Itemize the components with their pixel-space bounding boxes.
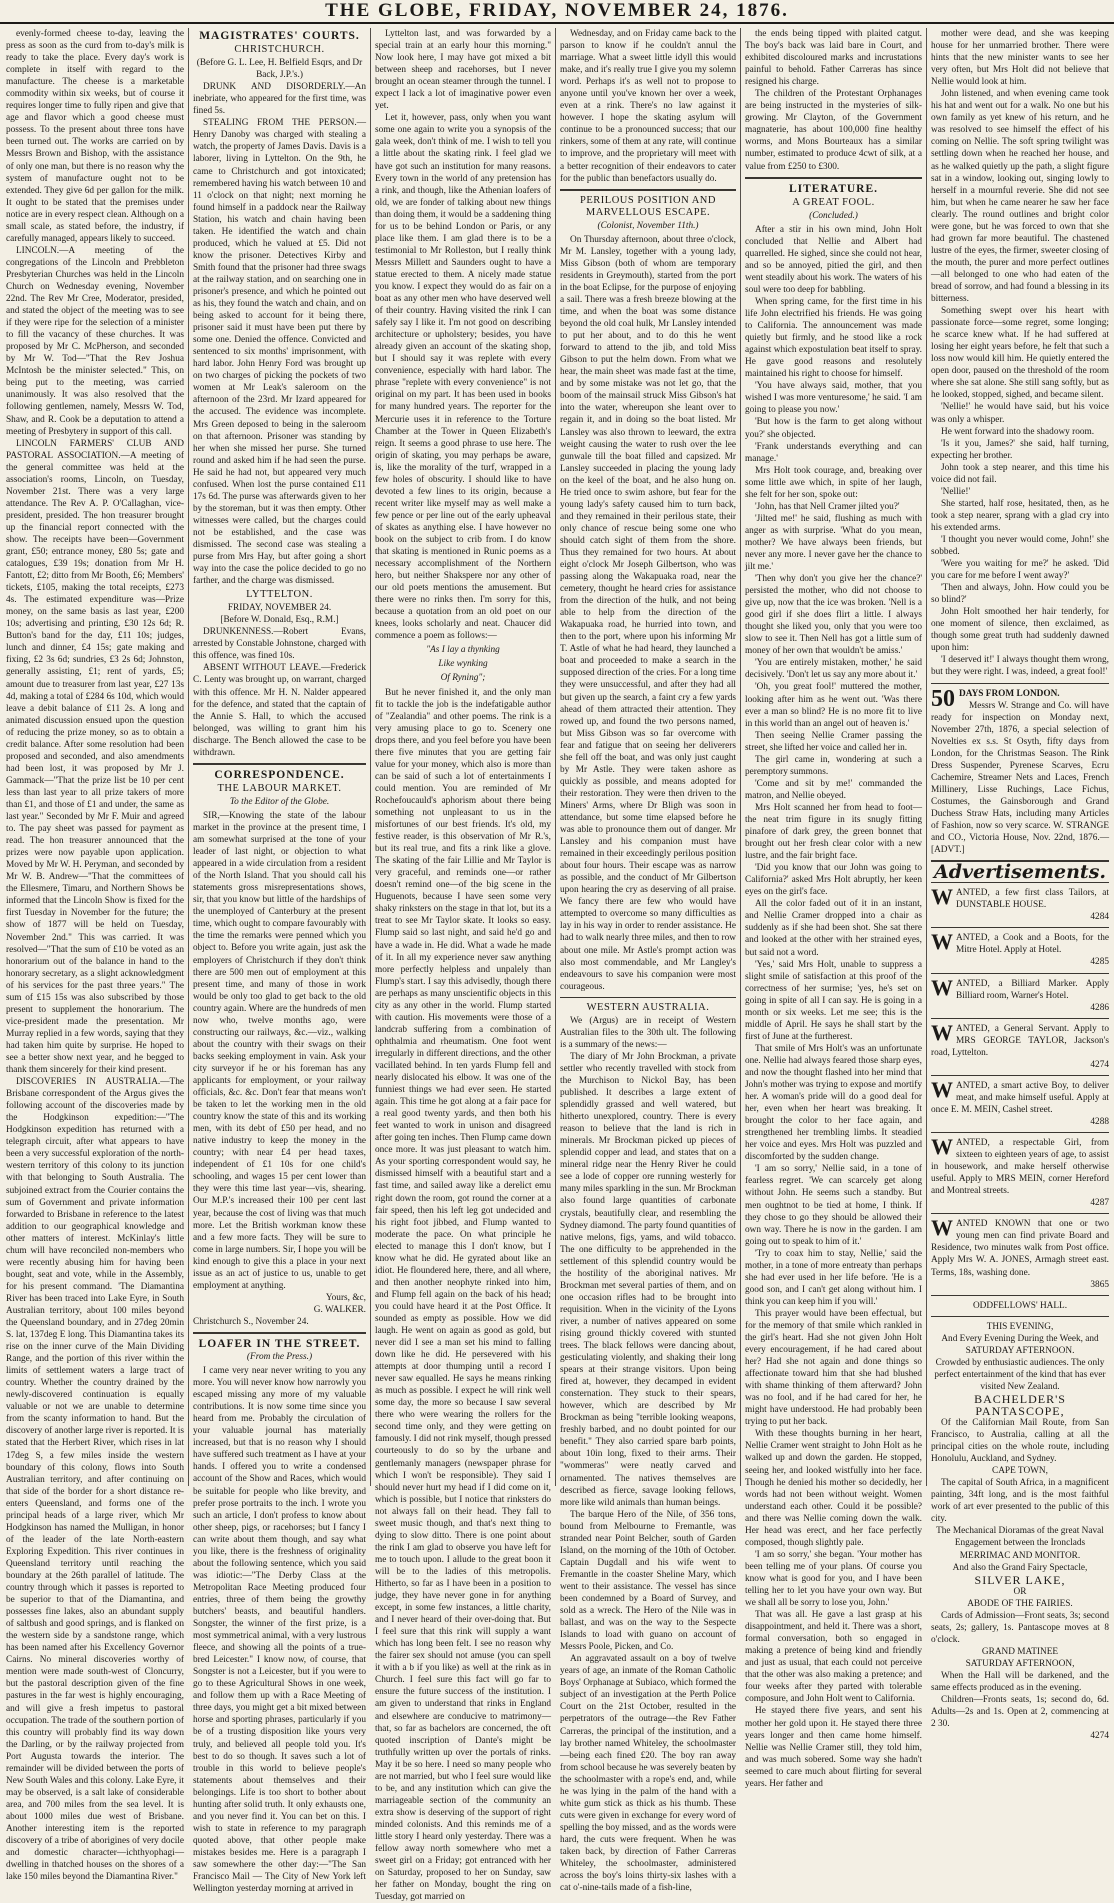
article-paragraph: 'You are entirely mistaken, mother,' he said decisively. 'Don't let us say any more about it.'	[745, 658, 922, 681]
article-paragraph: evenly-formed cheese to-day, leaving the press as soon as the curd from to-day's milk is ready to take the place. Every day's work is complete in itself with regard to the manufacture. The cheese is a marketable commodity within six weeks, but of course it requires longer time to fully ripen and give that age and flavor which a good cheese must possess. To the present about three tons have been turned out. The works are carried on by Messrs Brown and Bishop, with the assistance of only one man, but there is no reason why the system of manufacture ought not to be extended. They give 6d per gallon for the milk. It ought to be stated that the premises under notice are in every respect clean. Although on a small scale, as stated before, the industry, if carefully managed, appears likely to succeed.	[6, 29, 184, 244]
column-rule	[188, 28, 189, 1486]
article-paragraph: DRUNK AND DISORDERLY.—An inebriate, who appeared for the first time, was fined 5s.	[193, 82, 366, 117]
article-paragraph: After a stir in his own mind, John Holt concluded that Nellie and Albert had quarrelled. He sighed, since she could not hear, and so be annoyed, pitied the girl, and then went steadily about his work. The waters of his soul were too deep for babbling.	[745, 224, 922, 295]
hall-feature: SATURDAY AFTERNOON,	[965, 1658, 1075, 1669]
drop-cap: W	[931, 974, 953, 1000]
classified-ad	[931, 929, 1109, 968]
divider	[931, 1018, 1109, 1019]
verse-line: Of Ryning";	[440, 673, 486, 684]
oddfellows-hall-ad	[931, 1300, 1109, 1743]
hall-line: The Mechanical Dioramas of the great Naval Engagement between the Ironclads	[936, 1526, 1104, 1549]
article-paragraph: Then seeing Nellie Cramer passing the street, she lifted her voice and called her in.	[745, 730, 922, 753]
ad-text: ANTED, a Cook and a Boots, for the Mitre Hotel. Apply at Hotel.	[956, 933, 1109, 956]
column-rule	[370, 28, 371, 1486]
hall-line: And also the Grand Fairy Spectacle,	[952, 1562, 1088, 1573]
article-paragraph: 'Did you know that our John was going to California?' asked Mrs Holt abruptly, her keen eyes on the girl's face.	[745, 863, 922, 898]
divider	[931, 1213, 1109, 1214]
divider	[745, 177, 922, 179]
classified-ad	[931, 884, 1109, 923]
column-rule	[740, 28, 741, 1486]
classified-ad	[931, 1215, 1109, 1290]
ad-number: 3865	[1090, 1279, 1109, 1290]
article-paragraph: That smile of Mrs Holt's was an unfortunate one. Nellie had always feared those sharp eyes, and now the thought flashed into her mind that John's mother was trying to expose and mortify her. A woman's pride will do a good deal for her, even when her heart was breaking. It brought the color to her face again, and strengthened her trembling limbs. It steadied her voice and eyes. Mrs Holt was puzzled and discomforted by the sudden change.	[745, 1043, 922, 1163]
article-paragraph: Let it, however, pass, only when you want some one again to write you a synopsis of the gala week, don't think of me. I wish to tell you a little about the skating rink. I feel glad we have got such an institution for many reasons. Every town in the world of any pretension has a rink, and though, like the Athenian loafers of old, we are fonder of talking about new things than doing them, it would be a saddening thing for us to be behind London or Paris, or any place like them. I am glad there is to be a testimonial to Mr Rolleston, but I really think Messrs Millett and Saunders ought to have a statue erected to them. A nicely made statue you know. I expect they would do as fair on a boat as any other men who have deserved well of their country. Having visited the rink I can safely say I like it. I'm not good on describing architecture or upholstery; besides, you have already given an account of the skating shop, but I should say it was replete with every convenience, especially with hard labor. The phrase "replete with every convenience" is not original on my part. It has been used in books for many hundred years. The reporter for the Mercurie uses it in reference to the Torture Chamber at the Tower in Queen Elizabeth's reign. It seems a good phrase to use here. The origin of skating, you may perhaps be aware, is, like the morality of the turf, wrapped in a few holes of obscurity. I should like to have devoted a few lines to its origin, because a recent writer like myself may as well make a few pence or per line out of the early upheaval of skates as anything else. I have however no book on the subject to crib from. I do know that skating is mentioned in Runic poems as a necessary accomplishment of the Northern hero, but neither Shakspere nor any other of our old poets mentions the amusement. But there were no rinks then. I'm sorry for this, because a quotation from an old poet on our knees, looks scholarly and neat. Chaucer did commence a poem as follows:—	[375, 113, 551, 642]
ad-heading: DAYS FROM LONDON.	[959, 688, 1060, 699]
drop-cap: W	[931, 1134, 953, 1160]
signature: Yours, &c,	[325, 1292, 366, 1303]
divider	[931, 683, 1109, 684]
article-paragraph: On Thursday afternoon, about three o'clock, Mr M. Lansley, together with a young lady, Miss Gibson (both of whom are temporary residents in Greymouth), started from the port in the boat Eclipse, for the purpose of enjoying a sail. There was a fresh breeze blowing at the time, and when the boat was some distance beyond the old coal hulk, Mr Lansley intended to put her about, and to do this he went forward to attend to the jib, and told Miss Gibson to put the helm down. From what we hear, the main sheet was made fast at the time, and by some mistake was not let go, that the boom of the mainsail struck Miss Gibson's hat into the water, whereupon she leant over to regain it, and in doing so the boat listed. Mr Lansley was also thrown to leeward, the extra weight causing the water to rush over the lee gunwale till the boat filled and capsized. Mr Lansley succeeded in placing the young lady on the keel of the boat, and he also hung on. He tried once to swim ashore, but fear for the young lady's safety caused him to turn back, and they remained in their perilous state, their only chance of rescue being some one who should catch sight of them from the shore. Thus they remained for two hours. At about eight o'clock Mr Joseph Gilbertson, who was passing along the Wakapuaka road, near the cemetery, thought he heard cries for assistance from the direction of the hulk, and not being able to help from the direction of the Wakapuaka road, he hurried into town, and then to the port, where upon his informing Mr T. Astle of what he had heard, they launched a boat and proceeded to make a search in the supposed direction of the cries. For a long time they were unsuccessful, and after they had all but given up the search, a faint cry a few yards ahead of them attracted their attention. They rowed up, and found the two persons named, but Miss Gibson was so far overcome with fear and fatigue that on seeing her deliverers she fell off the boat, and was only just caught by Mr Astle. They were taken ashore as quickly as possible, and means adopted for their restoration. They were then driven to the Miners' Arms, where Dr Bligh was soon in attendance, but some time elapsed before he was able to pronounce them out of danger. Mr Lansley and his companion must have remained in their exceedingly perilous position about four hours. Their escape was as narrow as possible, and the conduct of Mr Gilbertson upon hearing the cry as deserving of all praise. We fancy there are few who would have attempted to overcome so many difficulties as lay in his way in order to render assistance. He had to walk nearly three miles, and then to row about one mile. Mr Astle's prompt action was also most commendable, and Mr Langley's endeavours to save his companion were most courageous.	[560, 234, 736, 992]
ad-number: 4284	[1090, 912, 1109, 923]
drop-cap: W	[931, 1076, 953, 1102]
hall-line: Children—Fronts seats, 1s; second do, 6d. Adults—2s and 1s. Open at 2, commencing at 2 30.	[931, 1695, 1109, 1730]
article-paragraph: Something swept over his heart with passionate force—some regret, some longing; he scarce knew what. If he had suffered at losing her eight years before, he felt that such a loss now would kill him. He quietly entered the open door, paused on the threshold of the room where she sat alone. She still sang softly, but as he looked, stopped, sighed, and became silent.	[931, 306, 1109, 401]
ad-text: ANTED KNOWN that one or two young men can find private Board and Residence, two minutes walk from Post office. Apply Mrs W. A. JONES, Armagh street east. Terms, 18s, washing done.	[931, 1219, 1109, 1278]
hall-line: Crowded by enthusiastic audiences. The only perfect entertainment of the kind that has ever visited New Zealand.	[934, 1357, 1106, 1392]
verse-line: Like wynking	[438, 659, 488, 670]
subheading: LYTTELTON.	[246, 589, 313, 601]
hall-line: When the Hall will be darkened, and the same effects produced as in the evening.	[931, 1671, 1109, 1694]
article-paragraph: 'I thought you never would come, John!' she sobbed.	[931, 534, 1109, 558]
section-heading: LOAFER IN THE STREET.	[198, 1337, 361, 1350]
article-paragraph: 'Then why don't you give her the chance?' persisted the mother, who did not choose to give up, now that the ice was broken. 'Nell is a good girl if she does flirt a little. I always thought she liked you, only that you were too slow to see it. Then Nell has got a little sum of money of her own that wouldn't be amiss.'	[745, 574, 922, 657]
advertisements-heading: Advertisements.	[933, 861, 1107, 884]
section-heading: LITERATURE.	[788, 182, 879, 195]
section-heading: PERILOUS POSITION AND MARVELLOUS ESCAPE.	[580, 194, 716, 218]
article-paragraph: LINCOLN FARMERS' CLUB AND PASTORAL ASSOCIATION.—A meeting of the general committee was held at the association's rooms, Lincoln, on Tuesday, November 21st. There was a very large attendance. The Rev A. P. O'Callaghan, vice-president, presided. The hon treasurer brought up the financial report connected with the show. The receipts have been—Government grant, £50; entrance money, £80 5s; gate and catalogues, £39 19s; donation from Mr H. Fantott, £2; ditto from Mr Booth, £6; Members' tickets, £105, making the total receipts, £273 4s. The estimated expenditure was—Prize money, on the same basis as last year, £200 10s; advertising and printing, £30 12s 6d; R. Button's band for the day, £11 10s; judges, lunch and dinner, £4 15s; gate making and fixing, £2 3s 6d; sundries, £3 2s 6d; Johnston, generally assisting, £1; rent of yards, £5; amount due to treasurer from last year, £27 13s 4d, making a total of £284 6s 10d, which would leave a debit balance of £11 2s. A long and animated discussion ensued upon the question of reducing the prize money, so as to obtain a credit balance. After some resolution had been proposed and seconded, and also amendments had been lost, it was proposed by Mr J. Gammack—"That the prize list be 10 per cent less than last year to all prize takers of more than £1, and those of £1 and under, the same as last year." Seconded by Mr F. Muir and agreed to. The pay sheet was passed for payment as read. The hon treasurer announced that the prizes were now payable upon application. Moved by Mr W. H. Peryman, and seconded by Mr W. B. Andrew—"That the committees of the Ellesmere, Timaru, and Northern Shows be informed that the Lincoln Show is fixed for the first Tuesday in November for the future; the show of 1877 will be held on Tuesday, November 2nd." This was carried. It was resolved—"That the sum of £10 be voted as an honorarium out of the balance in hand to the honorary secretary, as a slight acknowledgment of his services for the past three years." The sum of £15 15s was also subscribed by those present to supplement the honorarium. The vice-president made the presentation. Mr Murray replied in a few words, saying that they had taken him quite by surprise. He hoped to see a better show next year, and he begged to thank them sincerely for their kind present.	[6, 438, 184, 1076]
hall-title: ODDFELLOWS' HALL.	[972, 1300, 1068, 1311]
ad-text: ANTED, a General Servant. Apply to MRS GEORGE TAYLOR, Jackson's road, Lyttelton.	[931, 1023, 1109, 1058]
article-paragraph: An aggravated assault on a boy of twelve years of age, an inmate of the Roman Catholic Boys' Orphanage at Subiaco, which formed the subject of an investigation at the Perth Police Court on the 21st October, resulted in the perpetrators of the outrage—the Rev Father Carreras, the principal of the institution, and a lay brother named Whiteley, the schoolmaster—being each fined £20. The boy ran away from school because he was severely beaten by the schoolmaster with a rope's end, and, while he was lying in the palm of the hand with a white gum stick as thick as his thumb. These cuts were given in exchange for every word of spelling the boy missed, and as the words were hard, the cuts were frequent. When he was taken back, by direction of Father Carreras Whiteley, the schoolmaster, administered across the boy's loins thirty-six lashes with a cat o'-nine-tails made of a fish-line,	[560, 1654, 736, 1894]
article-paragraph: 'Nellie!' he would have said, but his voice was only a whisper.	[931, 402, 1109, 425]
article-paragraph: With these thoughts burning in her heart, Nellie Cramer went straight to John Holt as he walked up and down the garden. He stopped, seeing her, and looked wistfully into her face. Though he denied his mother so decidedly, her words had not been without weight. Women understand each other. Could it be possible? and there was Nellie coming down the walk. Her head was erect, and her face perfectly composed, though slightly pale.	[745, 1429, 922, 1548]
article-paragraph: ABSENT WITHOUT LEAVE.—Frederick C. Lenty was brought up, on warrant, charged with this offence. Mr H. N. Nalder appeared for the defence, and stated that the captain of the Annie S. Hall, to which the accused belonged, was willing to grant him his discharge. The Bench allowed the case to be withdrawn.	[193, 663, 366, 758]
hall-line: And Every Evening During the Week, and SATURDAY AFTERNOON.	[941, 1333, 1099, 1356]
byline: (Before G. L. Lee, H. Belfield Esqrs, and Dr Back, J.P.'s.)	[196, 58, 363, 81]
ad-big-number: 50	[931, 685, 955, 712]
hall-feature: ABODE OF THE FAIRIES.	[967, 1598, 1073, 1609]
dateline: FRIDAY, NOVEMBER 24.	[227, 603, 332, 614]
article-paragraph: LINCOLN.—A meeting of the congregations of the Lincoln and Prebbleton Presbyterian Churches was held in the Lincoln Church on Wednesday evening, November 22nd. The Rev Mr Cree, Moderator, presided, and stated the object of the meeting was to see if they were ripe for the selection of a minister to fill the vacancy of these churches. It was proposed by Mr C. McPherson, and seconded by Mr W. Tod—"That the Rev Joshua McIntosh be the minister selected." This, on being put to the meeting, was carried unanimously. It was also resolved that the following gentlemen, namely, Messrs W. Tod, Shaw, and R. Cook be a deputation to attend a meeting of Presbytery in support of this call.	[6, 245, 184, 437]
section-heading: MAGISTRATES' COURTS.	[199, 30, 360, 42]
article-paragraph: He stayed there five years, and sent his mother her gold upon it. He stayed there three years longer and then came home himself. Nellie was Nellie Cramer still, they told him, and was much sobered. Some way she hadn't seemed to care much about flirting for several years. Her father and	[745, 1706, 922, 1789]
byline: [Before W. Donald, Esq., R.M.]	[220, 615, 339, 626]
strange-advertisement	[931, 685, 1109, 857]
ad-number: 4285	[1090, 957, 1109, 968]
article-paragraph: Lyttelton last, and was forwarded by a special train at an early hour this morning." Now look here, I may have got mixed a bit between sheep and racehorses, but I never brought an ocean steamer through the tunnel. I expect I lack a lot of imaginative power even yet.	[375, 29, 551, 112]
divider	[931, 1316, 1109, 1317]
article-paragraph: He went forward into the shadowy room.	[941, 426, 1095, 437]
divider	[931, 1295, 1109, 1296]
article-paragraph: 'Yes,' said Mrs Holt, unable to suppress a slight smile of satisfaction at this proof of the correctness of her surmise; 'yes, he's set on going in spite of all I can say. He is going in a month or six weeks. Let me see; this is the middle of April. He says he shall start by the first of June at the furtherest.	[745, 959, 922, 1042]
column-3	[375, 28, 551, 1903]
signature-place: Christchurch S., November 24.	[193, 1316, 309, 1327]
classified-ad	[931, 1019, 1109, 1071]
column-4	[560, 28, 736, 1894]
drop-cap: W	[931, 884, 953, 910]
article-paragraph: 'Is it you, James?' she said, half turning, expecting her brother.	[931, 438, 1109, 461]
article-paragraph: 'You have always said, mother, that you wished I was more venturesome,' he said. 'I am going to please you now.'	[745, 381, 922, 416]
article-paragraph: John took a step nearer, and this time his voice did not fail.	[931, 462, 1109, 485]
hall-feature: CAPE TOWN,	[992, 1466, 1048, 1477]
subheading: THE LABOUR MARKET.	[217, 782, 342, 794]
article-paragraph: This prayer would have been effectual, but for the memory of that smile which rankled in the girl's heart. Had she not given John Holt every encouragement, if he had cared about her? Had she not again and done things so affectionate toward him that she had blushed with shame thinking of them afterward? John was no fool, and if he had cared for her, he might have understood. He had probably been trying to put her back.	[745, 1308, 922, 1428]
column-rule	[555, 28, 556, 1486]
column-1	[6, 28, 184, 1883]
divider	[931, 1075, 1109, 1076]
subheading-italic: (From the Press.)	[246, 1352, 313, 1363]
signature: G. WALKER.	[313, 1304, 366, 1315]
hall-feature: MERRIMAC AND MONITOR.	[959, 1550, 1081, 1561]
divider	[931, 1132, 1109, 1133]
article-paragraph: 'Try to coax him to stay, Nellie,' said the mother, in a tone of more entreaty than perhaps she had ever used in her life before. 'He is a good son, and I can't get along without him. I think you can keep him if you will.'	[745, 1248, 922, 1307]
article-paragraph: I came very near never writing to you any more. You will never know how narrowly you escaped missing any more of my valuable contributions. It is now some time since you heard from me. Probably the circulation of your valuable journal has materially increased, but that is no reason why I should have suffered such treatment as I have at your hands. I offered you to write a condensed account of the Show and Races, which would be suitable for people who like brevity, and prefer prose portraits to the inch. I wrote you such an article, I don't profess to know about other sheep, pigs, or racehorses; but I fancy I can write about them though, and say what you like, there is the freshness of originality about the following sentence, which you said was idiotic:—"The Derby Class at the Metropolitan Race Meeting produced four entries, three of them being the growthy butchers' beasts, and beautiful handlers. Songster, the winner of the first prize, is a most symmetrical animal, with a very lustrous fleece, and showing all the points of a true-bred Leicester." I know now, of course, that Songster is not a Leicester, but if you were to go to these Agricultural Shows in one week, and follow them up with a Race Meeting of three days, you might get a bit mixed between horse and sporting phrases, particularly if you be of a trusting disposition like yours very truly, and believed all people told you. It's best to do so though. It saves such a lot of trouble in this world to believe people's statements about themselves and their belongings. Life is too short to bother about hunting after solid truth. It only exhausts one, and you never find it. You can bet on this. I wish to state in reference to my paragraph quoted above, that other people make mistakes besides me. Here is a paragraph I saw somewhere the other day:—"The San Francisco Mail — The City of New York left Wellington yesterday morning at arrived in	[193, 1366, 366, 1895]
column-rule	[926, 28, 927, 1486]
article-paragraph: The children of the Protestant Orphanages are being instructed in the mysteries of silk-growing. Mr Clayton, of the Government magnaterie, has about 100,000 fine healthy worms, and Mons Bourteaux has a similar number, estimated to produce 4cwt of silk, at a value from £250 to £300.	[745, 89, 922, 172]
divider	[931, 973, 1109, 974]
article-paragraph: But he never finished it, and the only man fit to tackle the job is the indefatigable author of "Zealandia" and other poems. The rink is a very amusing place to go to. Scenery one drops there, and you feel before you have been there five minutes that you are getting fair value for your money, which also is more than can be said of such a lot of entertainments I could mention. You are reminded of Mr Rochefoucauld's aphorism about there being something not unpleasant to us in the misfortunes of our best friends. It's old, my festive reader, is this observation of Mr R.'s, but its real true, and fits a rink like a glove. The skating of the fair Lillie and Mr Taylor is very graceful, and reminds one—or rather doesn't remind one—of the big scene in the Huguenots, because I have seen some very shaky rinksters on the stage in that lot, but its a treat to see Mr Taylor skate. It looks so easy. Flump said so last night, and said he'd go and have a wade in. He did. What a wade he made of it. In all my experience never saw anything more perfectly helpless and unpalely than Flump's start. I say this advisedly, though there are perhaps as many unscientific objects in this city as any other in the world. Flump started with caution. His movements were those of a landcrab suffering from a combination of ophthalmia and rheumatism. One foot went irregularly in different directions, and the other vacillated behind. In ten yards Flump fell and nearly dislocated his elbow. It was one of the funniest things we had ever seen. He started again. This time he got along at a fair pace for a real good twenty yards, and then both his feet wanted to work in unison and disagreed after going ten inches. Then Flump came down once more. It was just pleasant to watch him. As your sporting correspondent would say, he dismissed himself with a beautiful start and a fast time, and sailed away like a derelict emu right down the room, got round the corner at a fair speed, then his left leg got undecided and his right foot jibbed, and Flump wanted to moderate the pace. On what principle he elected to manage this I don't know, but I know what he did. He gyrated about like an idiot. He floundered here, there, and all where, and then another neophyte rinked into him, and Flump fell again on the back of his head; you could have heard it at the Post Office. It sounded as empty as possible. How we did laugh. He went on again as good as gold, but never did I see a man set his mind to falling down like he did. He persevered with his attempts at door thumping until a record I never saw equalled. He says he means rinking as much as possible. I expect he will rink well some day, the more so because I saw several there who were wearing the rollers for the second time only, and they were getting on famously. I did not rink myself, though pressed courteously to do so by the urbane and gentlemanly managers (newspaper phrase for which I won't be responsible). They said I should never hurt my head if I did come on it, which is possible, but I notice that rinksters do not always fall on their head. They fall to sweet music though, and that's next thing to dying to slow ditto. There is one point about the rink I am glad to observe you have left for me to touch upon. I allude to the great boon it will be to the ladies of this metropolis. Hitherto, so far as I have been in a position to judge, they have never gone in for anything except, in some few instances, a little charity, and I never heard of their over-doing that. But I feel sure that this rink will supply a want which has long been felt. I see no reason why the fairer sex should not amuse (you can spell it with a b if you like) as well at the rink as in Church. I feel sure this fact will go far to ensure the future success of the institution. I am given to understand that rinks in England and elsewhere are conducive to matrimony—that, so far as bachelors are concerned, the oft quoted inscription of Dante's might be truthfully written up over the portals of rinks. May it be so here. I need so many people who are not married, but who I feel sure would like to be, and any institution which can give the marriageable section of the community an extra show is deserving of the support of right minded colonists. And this reminds me of a little story I heard only yesterday. There was a fellow away north somewhere who met a sweet girl on a Friday; got entranced with her on Saturday, proposed to her on Sunday, saw her father on Monday, bought the ring on Tuesday, got married on	[375, 687, 551, 1903]
hall-feature: SILVER LAKE,	[974, 1572, 1066, 1587]
divider	[560, 997, 736, 998]
article-paragraph: STEALING FROM THE PERSON.—Henry Danoby was charged with stealing a watch, the property of James Davis. Davis is a laborer, living in Lyttelton. On the 9th, he came to Christchurch and got intoxicated; remembered having his watch between 10 and 11 o'clock on that night; next morning he found himself in a paddock near the Railway Station, his watch and chain having been taken. He identified the watch and chain produced, which he valued at £5. Did not know the prisoner. Detectives Kirby and Smith found that the prisoner had three swags at the railway station, and on searching one in prisoner's presence, and which he pointed out as his, they found the watch and chain, and on being asked to account for it being there, prisoner said it must have been put there by some one. Denied the offence. Convicted and sentenced to six months' imprisonment, with hard labor. John Henry Ford was brought up on two charges of picking the pockets of two women at Mr Leak's saleroom on the afternoon of the 23rd. Mr Izard appeared for the accused. The evidence was incomplete. Mrs Green deposed to being in the saleroom on that afternoon. Prisoner was standing by her when she missed her purse. She turned round and asked him if he had seen the purse. He said he had not, but appeared very much confused. When lost the purse contained £11 17s 6d. The purse was afterwards given to her by the storeman, but it was then empty. Other witnesses were called, but the charges could not be established, and the case was dismissed. The second case was stealing a purse from Mrs Hay, but after going a short way into the case the police decided to go no farther, and the charge was dismissed.	[193, 118, 366, 587]
article-paragraph: Mrs Holt scanned her from head to foot—the neat trim figure in its snugly fitting pinafore of dark grey, the green bonnet that brought out her fresh clear color with a new lustre, and the fair bright face.	[745, 802, 922, 862]
article-paragraph: John Holt smoothed her hair tenderly, for one moment of silence, then exclaimed, as though some great truth had suddenly dawned upon him:	[931, 607, 1109, 654]
article-paragraph: Mrs Holt took courage, and, breaking over some little awe which, in spite of her laugh, she felt for her son, spoke out:	[745, 465, 922, 500]
article-paragraph: the ends being tipped with plaited catgut. The boy's back was laid bare in Court, and exhibited discoloured marks and incrustations painful to behold. Father Carreras has since resigned his charge.	[745, 29, 922, 88]
ad-number: 4274	[1090, 1731, 1109, 1742]
masthead: THE GLOBE, FRIDAY, NOVEMBER 24, 1876.	[0, 0, 1114, 24]
article-paragraph: 'Were you waiting for me?' he asked. 'Did you care for me before I went away?'	[931, 559, 1109, 582]
article-paragraph: DISCOVERIES IN AUSTRALIA.—The Brisbane correspondent of the Argus gives the following account of the discoveries made by the Hodgkinson expedition:—"The Hodgkinson expedition has returned with a telegraph circuit, after what appears to have been a very successful exploration of the north-western territory of this colony to its junction with that belonging to South Australia. The subjoined extract from the Courier contains the sum of Government and private information forwarded to Brisbane in reference to the latest addition to our geographical knowledge and other matters of interest. McKinlay's little chum will have reconciled non-members who were recently abusing him for having been bought, seat and vote, while in the Assembly, for his present command. 'The Diamantina River has been traced into Lake Eyre, in South Australian territory, about 100 miles beyond the Queensland boundary, and in 27deg 20min S. lat, 137deg E long. This Diamantina takes its rise on the inner curve of the Main Dividing Range, and the portion of this river within the limits of settlement waters a large tract of country. Whether the country drained by the newly-discovered continuation is equally valuable or not we are unable to determine from the scanty information to hand. But the discovery of another large river is reported. It is stated that the Herbert River, which rises in lat 17deg S, a few miles inside the western boundary of this colony, flows into South Australian territory, and after continuing on that side of the border for a short distance re-enters Queensland, and forms one of the principal heads of a large river, which Mr Hodgkinson has named the Mulligan, in honor of the leader of the late North-eastern Exploring Expedition. This river continues in Queensland territory until reaching the boundary at the 26th parallel of latitude. The country through which it passes is reported to be superior to that of the Diamantina, and possesses fine lakes, also an abundant supply of saltbush and good springs, and is flanked on the western side by a sandstone range, which has been named after his Excellency Governor Cairns. No mineral discoveries worthy of mention were made south-west of Cloncurry, but the pastoral description given of the fine pastures in the far west is highly encouraging, and will give a fresh impetus to pastoral occupation. The trade of the southern portion of this country will probably find its way down the Darling, or by the railway projected from Port Augusta towards the interior. The remainder will be divided between the ports of New South Wales and this colony. Lake Eyre, it may be observed, is a salt lake of considerable area, and 700 miles from the sea level. It is about 1000 miles due west of Brisbane. Another interesting item is the reported discovery of a tribe of aborigines of very docile and domestic character—ichthyophagi—dwelling in thatched houses on the shores of a lake 150 miles beyond the Diamantina River."	[6, 1077, 184, 1883]
column-2	[193, 28, 366, 1895]
article-paragraph: mother were dead, and she was keeping house for her unmarried brother. There were hints that the new minister wants to see her very often, but Mrs Holt did not believe that Nellie would look at him.	[931, 29, 1109, 88]
drop-cap: W	[931, 929, 953, 955]
article-paragraph: 'Come and sit by me!' commanded the matron, and Nellie obeyed.	[745, 778, 922, 801]
section-heading: CORRESPONDENCE.	[214, 768, 345, 781]
classified-ad	[931, 1134, 1109, 1209]
hall-feature: BACHELDER'S PANTASCOPE,	[974, 1391, 1066, 1418]
subheading-italic: (Colonist, November 11th.)	[597, 220, 699, 231]
article-paragraph: 'Oh, you great fool!' muttered the mother, looking after him as he went out. 'Was there ever a man so blind? He is no more fit to live in this world than an angel out of heaven is.'	[745, 682, 922, 729]
article-paragraph: 'John, has that Nell Cramer jilted you?'	[755, 501, 900, 512]
article-paragraph: All the color faded out of it in an instant, and Nellie Cramer dropped into a chair as suddenly as if she had been shot. She sat there and looked at the other with her strained eyes, but said not a word.	[745, 899, 922, 958]
article-paragraph: 'I am so sorry,' Nellie said, in a tone of fearless regret. 'We can scarcely get along without John. He seems such a standby. But men oughtnot to be tied at home, I think. If they chose to go they should be allowed their own way. There he is now in the garden. I am going out to speak to him of it.'	[745, 1164, 922, 1247]
subheading: A GREAT FOOL.	[792, 196, 875, 208]
ad-number: 4288	[1090, 1116, 1109, 1127]
subheading-italic: To the Editor of the Globe.	[229, 796, 330, 807]
ad-text: ANTED, a few first class Tailors, at DUNSTABLE HOUSE.	[956, 888, 1109, 911]
divider	[193, 763, 366, 765]
article-paragraph: The girl came in, wondering at such a peremptory summons.	[745, 754, 922, 777]
article-paragraph: She started, half rose, hesitated, then, as he took a step nearer, sprang with a glad cry into his extended arms.	[931, 498, 1109, 533]
article-paragraph: 'I am so sorry,' she began. 'Your mother has been telling me of your plans. Of course you know what is good for you, and I have been telling her to let you have your own way. But we shall all be sorry to lose you, John.'	[745, 1549, 922, 1609]
hall-line: THIS EVENING,	[986, 1321, 1054, 1332]
subheading: CHRISTCHURCH.	[234, 44, 325, 56]
column-5	[745, 28, 922, 1789]
ad-body: Messrs W. Strange and Co. will have ready for inspection on Monday next, November 27th, 1876, a special selection of Novelties ex s.s. St Osyth, fifty days from London, for the Christmas Season. The Rink Dress Suspender, Pyrenese Scarves, Ecru Cachemire, Streamer Nets and Laces, French Millinery, Lisse Ruchings, Lace Fichus, Costumes, the Gainsborough and Grand Duchess Straw Hats, including many Articles of Fashion, now so very scarce. W. STRANGE and CO., Victoria House, Nov. 22nd, 1876.—[ADVT.]	[931, 700, 1109, 856]
article-paragraph: 'Frank understands everything and can manage.'	[745, 441, 922, 464]
divider	[193, 1332, 366, 1334]
hall-line: Cards of Admission—Front seats, 3s; second seats, 2s; gallery, 1s. Pantascope moves at 8 o'clock.	[931, 1610, 1109, 1645]
article-paragraph: The diary of Mr John Brockman, a private settler who recently travelled with stock from the Murchison to Nickol Bay, has been published. It describes a large extent of splendidly grassed and well watered, but hitherto unexplored, country. There is every reason to believe that the land is rich in minerals. Mr Brockman picked up pieces of splendid copper and lead, and states that on a mineral ridge near the Henry River he could see a lode of copper ore running westerly for many miles sparkling in the sun. Mr Brockman also found large quantities of carbonate crystals, beautifully clear, and resembling the Sydney diamond. The party found quantities of native melons, figs, yams, and wild tobacco. The one difficulty to be apprehended in the settlement of this splendid country would be the hostility of the aboriginal natives. Mr Brockman met several parties of them, and on one occasion rifles had to be brought into requisition. When in the vicinity of the Lyons river, a number of natives appeared on some rising ground thickly covered with stunted trees. The black fellows were dancing about, gesticulating violently, and shaking their long spears at their strange visitors. Upon being fired at, however, they decamped in evident consternation. They stuck to their spears, however, which are described by Mr Brockman as being "terrible looking weapons, freshly barbed, and no doubt pointed for our benefit." They also carried spare barb points, about 10in long, fixed to their arms. Their "wommeras" were neatly carved and ornamented. The natives themselves are described as fierce, savage looking fellows, more like wild animals than human beings.	[560, 1051, 736, 1508]
article-paragraph: SIR,—Knowing the state of the labour market in the province at the present time, I am somewhat surprised at the tone of your leader of last night, or objection to what appeared in a wide circulation from a resident of the North Island. That you should call his statements gross misrepresentations shows, sir, that you know but little of the hardships of the unemployed of Canterbury at the present time, which ought to compare favourably with the time the remarks were penned which you object to. Before you write again, just ask the employers of Christchurch if they don't think there are 500 men out of employment at this present time, and many of those in work would be only too glad to get back to the old country again. Where are the hundreds of men now who, twelve months ago, were constructing our railways, &c.—viz., walking about the country with their swags on their backs seeking employment in vain. Ask your city surveyor if he or his foreman has any applicants for employment, or your railway officials, &c. &c. Don't fear that means won't be taken to let the working men in the old country know the state of this and its working men, with its debt of £50 per head, and no native industry to keep the money in the country; with near £4 per head taxes, independent of £1 10s for one child's schooling, and wages 15 per cent lower than they were this time last year—vis, shearing. Our M.P.'s increased their 100 per cent last year, because the cost of living was that much more. Let the British workman know these and a few more facts. They will be sure to come in large numbers. Sir, I hope you will be kind enough to give this a place in your next issue as an act of justice to us, unable to get employment at anything.	[193, 810, 366, 1291]
column-6	[931, 28, 1109, 1742]
article-paragraph: Wednesday, and on Friday came back to the parson to know if he couldn't annul the marriage. What a sweet little idyll this would make, and it's really true I give you my solemn word. Perhaps it's as well not to propose to anyone until you've known her over a week, even at a rink. There's no law against it however. I hope the skating asylum will continue to be a pronounced success; that our rinkers, some of them at any rate, will continue to improve, and the proprietary will meet with a better recognition of their endeavors to cater for the public than benefactors usually do.	[560, 29, 736, 184]
ad-number: 4274	[1090, 1059, 1109, 1070]
ad-number: 4287	[1090, 1198, 1109, 1209]
article-paragraph: John listened, and when evening came took his hat and went out for a walk. No one but his own family as yet knew of his return, and he was resolved to see himself the effect of his coming on Nellie. The soft spring twilight was settling down when he reached her house, and as he walked quietly up the path, a slight figure sat in a window, looking out, singing lowly to herself in a mournful reverie. She did not see him, but when he came nearer he saw her face clearly. The round outlines and bright color were gone, but he was forced to own that she had grown far more beautiful. The chastened lustre of the eyes, the firmer, sweeter closing of the mouth, the purer and more perfect outlines—all belonged to one who had eaten of the bread of sorrow, and had found a blessing in its bitterness.	[931, 89, 1109, 305]
article-paragraph: The barque Hero of the Nile, of 356 tons, bound from Melbourne to Fremantle, was stranded near Point Belcher, south of Garden Island, on the morning of the 10th of October. Captain Dugdall and his wife went to Fremantle in the coaster Sheline Mary, which went to their assistance. The vessel has since been condemned by a Board of Survey, and sold as a wreck. The Hero of the Nile was in ballast, and was on the way to the Sespecte Islands to load with guano on account of Messrs Poole, Picken, and Co.	[560, 1509, 736, 1653]
hall-line: Of the Californian Mail Route, from San Francisco, to Australia, calling at all the principal cities on the whole route, including Honolulu, Auckland, and Sydney.	[931, 1418, 1109, 1465]
divider	[931, 927, 1109, 928]
article-paragraph: 'But how is the farm to get along without you?' she objected.	[745, 417, 922, 440]
hall-line: The capital of South Africa, in a magnificent painting, 34ft long, and is the most faithful work of art ever presented to the public of this city.	[931, 1478, 1109, 1525]
ad-text: ANTED, a smart active Boy, to deliver meat, and make himself useful. Apply at once E. M. MEIN, Cashel street.	[931, 1080, 1109, 1115]
article-paragraph: 'Nellie!'	[941, 486, 971, 497]
hall-line: OR	[1013, 1586, 1027, 1597]
article-paragraph: DRUNKENNESS.—Robert Evans, arrested by Constable Johnstone, charged with this offence, was fined 10s.	[193, 627, 366, 662]
article-paragraph: We (Argus) are in receipt of Western Australian files to the 30th ult. The following is a summary of the news:—	[560, 1015, 736, 1050]
section-heading: WESTERN AUSTRALIA.	[586, 1001, 710, 1013]
article-paragraph: 'Jilted me!' he said, flushing as much with anger as with surprise. 'What do you mean, mother? We have always been friends, but never any more. I never gave her the chance to jilt me.'	[745, 513, 922, 573]
ad-text: ANTED, a Billiard Marker. Apply Billiard room, Warner's Hotel.	[956, 978, 1109, 1001]
classified-ad	[931, 1076, 1109, 1128]
verse-line: "As I lay a thynking	[426, 645, 500, 656]
subheading-italic: (Concluded.)	[809, 210, 858, 221]
classified-ad	[931, 974, 1109, 1014]
ad-number: 4286	[1090, 1002, 1109, 1013]
drop-cap: W	[931, 1019, 953, 1045]
article-paragraph: When spring came, for the first time in his life John electrified his friends. He was going to California. The announcement was made quietly but firmly, and he stood like a rock against which expostulation beat itself to spray. He gave good reasons and resolutely maintained his right to choose for himself.	[745, 296, 922, 380]
article-paragraph: 'Then and always, John. How could you be so blind?'	[931, 583, 1109, 606]
ad-text: ANTED, a respectable Girl, from sixteen to eighteen years of age, to assist in housework, and make herself otherwise useful. Apply to MRS MEIN, corner Hereford and Montreal streets.	[931, 1138, 1109, 1197]
article-paragraph: 'I deserved it!' I always thought them wrong, but they were right. I was, indeed, a great fool!'	[931, 655, 1109, 678]
divider	[560, 189, 736, 191]
drop-cap: W	[931, 1215, 953, 1241]
article-paragraph: That was all. He gave a last grasp at his disappointment, and held it. There was a short, formal conversation, both so engaged in making a pretence of being kind and friendly and just as usual, that each could not perceive that the other was also making a pretence; and four weeks after they parted with tolerable composure, and John Holt went to California.	[745, 1610, 922, 1705]
hall-feature: GRAND MATINEE	[981, 1646, 1059, 1657]
